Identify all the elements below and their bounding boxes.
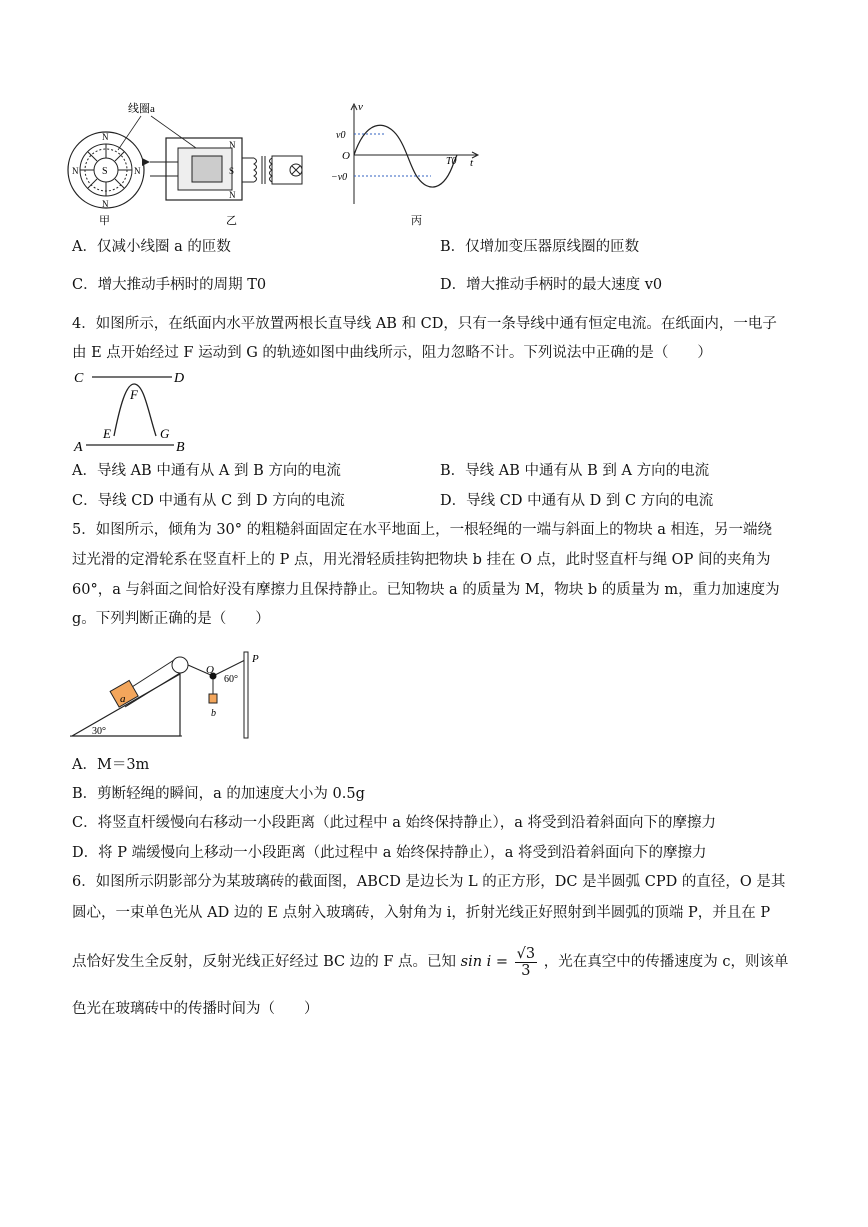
origin-o: O [342,150,350,162]
pole-n-right: N [134,166,141,176]
yi-pole-n2: N [229,190,236,200]
axis-t: t [470,157,474,169]
q6-fraction [515,946,537,979]
yi-pole-n1: N [229,140,236,150]
q6-stem-line2: 圆心，一束单色光从 AD 边的 E 点射入玻璃砖，入射角为 i，折射光线正好照射到半圆弧的顶端 P，并且在 P [72,905,771,921]
q6-fraction-num: √3 [516,945,536,962]
q4-option-a: A．导线 AB 中通有从 A 到 B 方向的电流 [72,463,341,479]
q5-stem-line3: 60°，a 与斜面之间恰好没有摩擦力且保持静止。已知物块 a 的质量为 M，物块 b 的质量为 m，重力加速度为 [72,582,780,598]
label-d: D [174,371,185,386]
q6-stem-line1: 6．如图所示阴影部分为某玻璃砖的截面图，ABCD 是边长为 L 的正方形，DC 是半圆弧 CPD 的直径，O 是其 [72,874,786,890]
q4-stem-line2: 由 E 点开始经过 F 运动到 G 的轨迹如图中曲线所示，阻力忽略不计。下列说法中正确的是（ ） [72,345,712,361]
axis-v: v [358,101,363,113]
label-c: C [74,371,84,386]
fig-bing-graph [331,101,478,204]
q6-stem-line4: 色光在玻璃砖中的传播时间为（ ） [72,1001,319,1017]
q4-stem-line1: 4．如图所示，在纸面内水平放置两根长直导线 AB 和 CD，只有一条导线中通有恒定电流。在纸面内，一电子 [72,316,777,332]
q6-line3-pre: 点恰好发生全反射，反射光线正好经过 BC 边的 F 点。已知 [72,954,457,970]
q3-option-d: D．增大推动手柄时的最大速度 v0 [440,277,663,293]
q3-figure [66,100,496,230]
q5-option-b: B．剪断轻绳的瞬间，a 的加速度大小为 0.5g [72,786,365,802]
q4-option-d: D．导线 CD 中通有从 D 到 C 方向的电流 [440,493,714,509]
label-30deg: 30° [92,726,106,737]
q3-option-c: C．增大推动手柄时的周期 T0 [72,277,267,293]
label-o: O [206,664,214,676]
label-block-a: a [120,693,126,705]
label-p: P [252,653,259,665]
pole-n-left: N [72,166,79,176]
q6-line3-post: ，光在真空中的传播速度为 c，则该单 [543,954,789,970]
q4-option-b: B．导线 AB 中通有从 B 到 A 方向的电流 [440,463,710,479]
label-a: A [74,440,83,455]
label-b: B [176,440,185,455]
label-yi: 乙 [226,215,237,227]
pole-n-bottom: N [102,199,109,209]
q4-figure [70,366,200,456]
yi-pole-s: S [229,166,235,176]
q6-sin-i: sin i = [460,954,509,970]
q5-stem-line1: 5．如图所示，倾角为 30° 的粗糙斜面固定在水平地面上，一根轻绳的一端与斜面上的物块 a 相连，另一端绕 [72,522,773,538]
label-e: E [103,426,111,441]
pole-n-top: N [102,132,109,142]
q5-option-a: A．M＝3m [72,757,150,773]
q6-fraction-den: 3 [521,962,531,979]
label-bing: 丙 [411,215,422,227]
label-v0: v0 [336,130,346,141]
label-block-b: b [211,708,216,719]
q5-option-d: D．将 P 端缓慢向上移动一小段距离（此过程中 a 始终保持静止），a 将受到沿着斜面向下的摩擦力 [72,845,707,861]
q5-option-c: C．将竖直杆缓慢向右移动一小段距离（此过程中 a 始终保持静止），a 将受到沿着斜面向下的摩擦力 [72,815,716,831]
q5-stem-line4: g。下列判断正确的是（ ） [72,611,270,627]
label-60deg: 60° [224,674,238,685]
q6-stem-line3 [72,944,788,980]
pole-s-center: S [102,166,108,177]
label-jia: 甲 [99,215,110,227]
q3-option-b: B．仅增加变压器原线圈的匝数 [440,239,640,255]
label-t0: T0 [446,156,457,167]
q5-figure [70,646,270,742]
fig-yi-generator [142,138,302,200]
q3-option-a: A．仅减小线圈 a 的匝数 [72,239,231,255]
label-f: F [130,387,138,402]
label-coil-a: 线圈a [128,103,155,115]
label-g: G [160,426,170,441]
q4-option-c: C．导线 CD 中通有从 C 到 D 方向的电流 [72,493,345,509]
fig-jia-magnet [68,132,144,209]
label-neg-v0: −v0 [331,172,348,183]
q5-stem-line2: 过光滑的定滑轮系在竖直杆上的 P 点，用光滑轻质挂钩把物块 b 挂在 O 点，此时竖直杆与绳 OP 间的夹角为 [72,552,771,568]
